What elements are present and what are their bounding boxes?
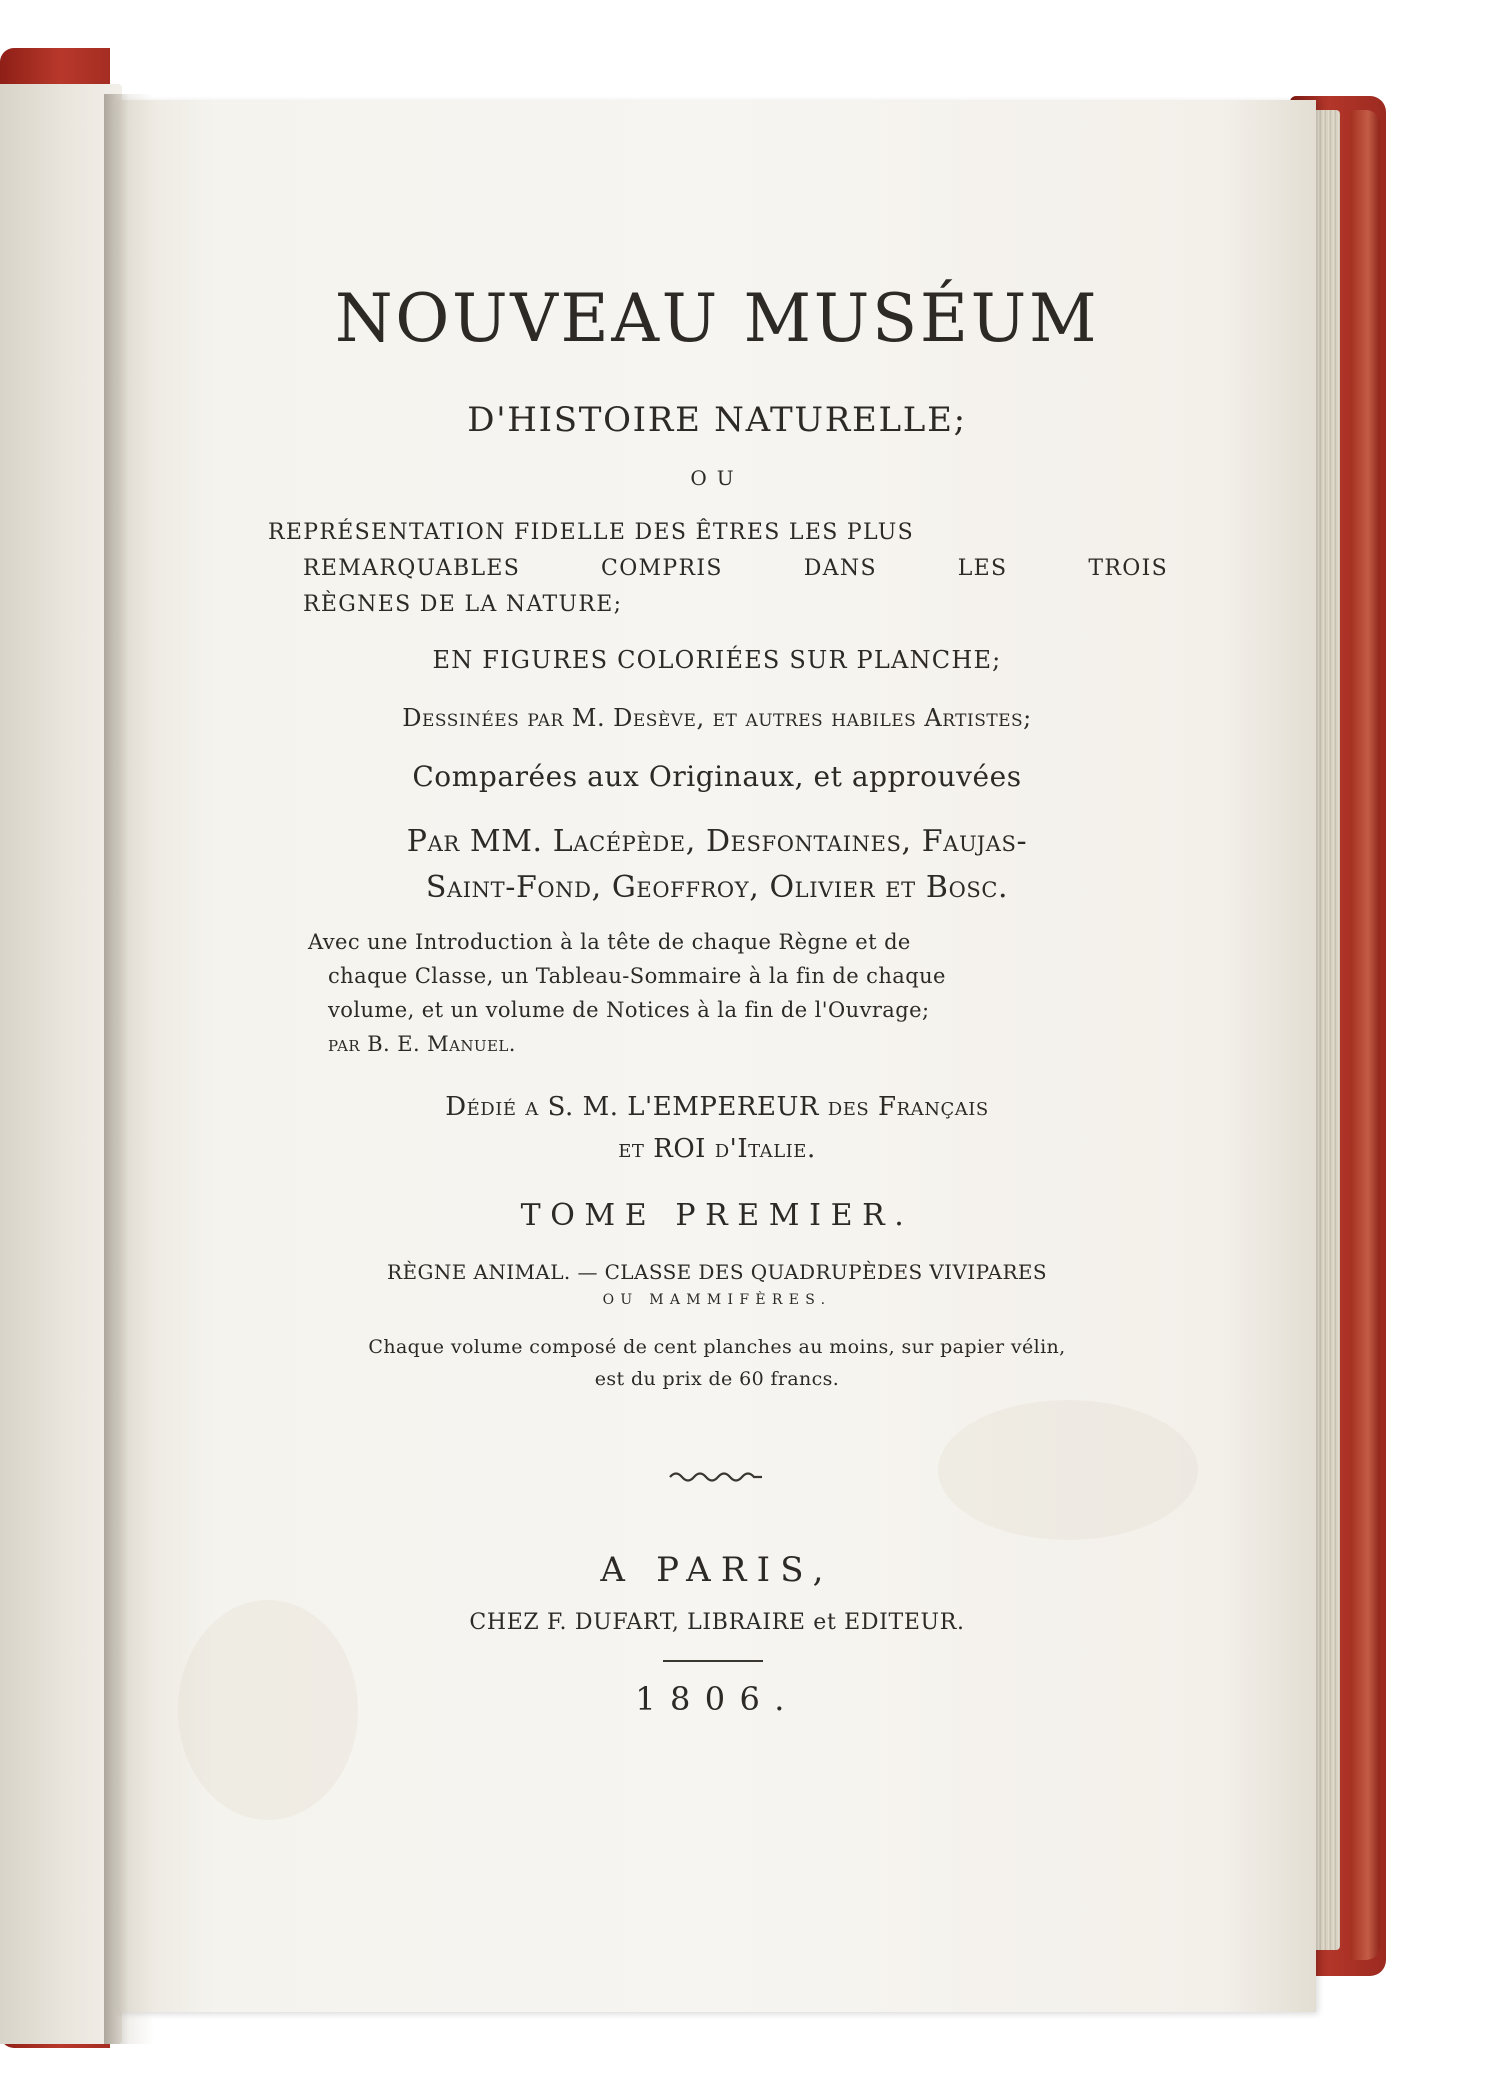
dedication-line-2: et ROI d'Italie. xyxy=(618,1134,816,1164)
price-note-line-2: est du prix de 60 francs. xyxy=(594,1368,840,1390)
representation-line-1: REPRÉSENTATION FIDELLE DES ÊTRES LES PLUS xyxy=(268,520,915,545)
introduction-line-3: volume, et un volume de Notices à la fin de l'Ouvrage; xyxy=(328,998,930,1022)
publisher-line: CHEZ F. DUFART, LIBRAIRE et EDITEUR. xyxy=(469,1610,965,1635)
representation-line-3: RÈGNES DE LA NATURE; xyxy=(303,592,623,617)
representation-line-2: REMARQUABLES COMPRIS DANS LES TROIS xyxy=(303,556,1168,581)
authors-line-2: Saint-Fond, Geoffroy, Olivier et Bosc. xyxy=(425,870,1009,905)
place-of-publication: A PARIS, xyxy=(600,1550,834,1590)
authors-line-1: Par MM. Lacépède, Desfontaines, Faujas- xyxy=(406,824,1028,859)
price-note-line-1: Chaque volume composé de cent planches au moins, sur papier vélin, xyxy=(368,1336,1066,1358)
introduction-line-1: Avec une Introduction à la tête de chaque Règne et de xyxy=(308,930,911,954)
book-subtitle: D'HISTOIRE NATURELLE; xyxy=(467,400,967,440)
comparees-line: Comparées aux Originaux, et approuvées xyxy=(412,760,1022,793)
kingdom-line-1: RÈGNE ANIMAL. — CLASSE DES QUADRUPÈDES VIVIPARES xyxy=(386,1260,1048,1284)
dedication-line-1: Dédié a S. M. L'EMPEREUR des Français xyxy=(445,1092,989,1122)
publication-year: 1806. xyxy=(635,1680,799,1718)
kingdom-line-2: OU MAMMIFÈRES. xyxy=(602,1292,832,1308)
introduction-line-2: chaque Classe, un Tableau-Sommaire à la fin de chaque xyxy=(328,964,946,988)
conjunction-ou: OU xyxy=(690,466,744,490)
volume-label: TOME PREMIER. xyxy=(520,1198,914,1233)
divider-rule xyxy=(663,1660,763,1662)
figures-line: EN FIGURES COLORIÉES SUR PLANCHE; xyxy=(432,646,1002,674)
title-page xyxy=(118,100,1316,2012)
gutter-shadow xyxy=(104,94,154,2044)
ornament-flourish xyxy=(666,1468,766,1484)
paper-foxing xyxy=(938,1400,1198,1540)
book-title: NOUVEAU MUSÉUM xyxy=(334,280,1100,357)
cover-edge xyxy=(1350,110,1380,1960)
introduction-line-4: par B. E. Manuel. xyxy=(328,1032,516,1056)
dessinees-line: Dessinées par M. Desève, et autres habiles Artistes; xyxy=(402,704,1032,732)
